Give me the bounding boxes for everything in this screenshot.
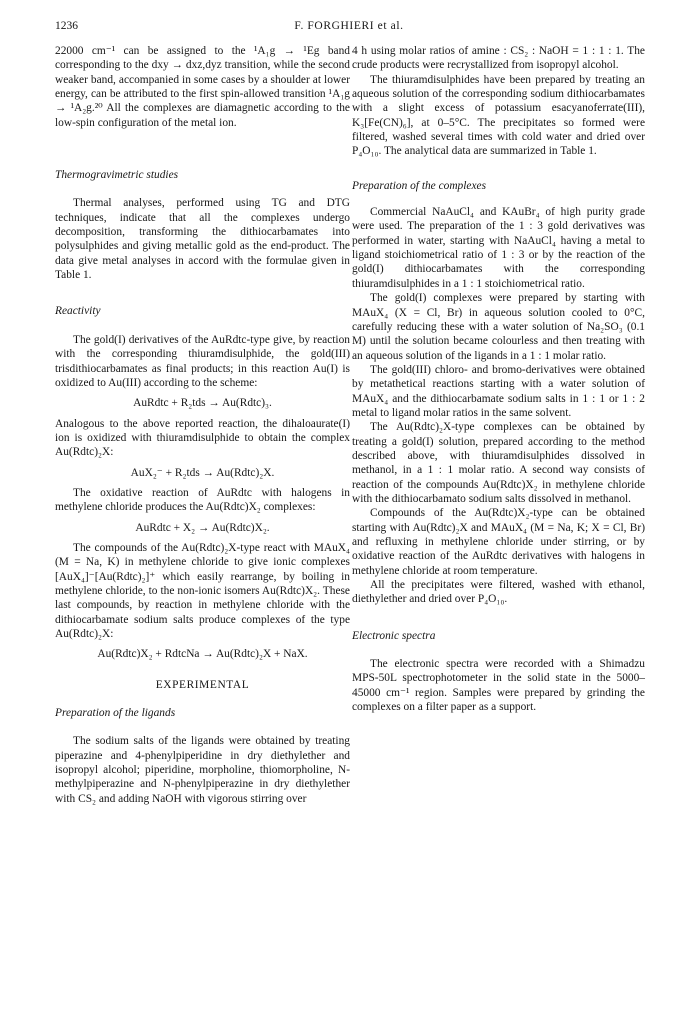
section-heading-reactivity: Reactivity [55,305,101,318]
subheading-preparation-complexes: Preparation of the complexes [352,179,487,192]
subheading-preparation-ligands: Preparation of the ligands [55,707,176,720]
section-heading-experimental: EXPERIMENTAL [155,678,250,691]
reactivity-paragraph-2: Analogous to the above reported reaction, the dihaloaurate(I) ion is oxidized with thiuramdisulphide to obtain the complex Au(Rdtc)₂X: [55,417,350,459]
reactivity-paragraph-3: The oxidative reaction of AuRdtc with halogens in methylene chloride produces the Au(Rdtc)X₂ complexes: [55,486,350,514]
complexes-paragraph-3: The gold(III) chloro- and bromo-derivatives were obtained by metathetical reactions starting with a water solution of MAuX₄ and the dithiocarbamate sodium salts in 1 : 1 or 1 : 2 metal to ligand molar ratios in the same solvent. [352,363,645,419]
thiuram-paragraph: The thiuramdisulphides have been prepared by treating an aqueous solution of the corresponding sodium dithiocarbamates with a slight excess of potassium esacyanoferrate(III), K₃[Fe(CN)₆], at 0–5°C. The precipitates so formed were filtered, washed several times with cold water and dried over P₄O₁₀. The analytical data are summarized in Table 1. [352,73,645,158]
right-column [352,44,645,714]
running-head: F. FORGHIERI et al. [294,20,404,32]
page-header [55,20,643,40]
equation-4: Au(Rdtc)X₂ + RdtcNa → Au(Rdtc)₂X + NaX. [97,648,308,661]
equation-3: AuRdtc + X₂ → Au(Rdtc)X₂. [135,521,270,534]
complexes-paragraph-2: The gold(I) complexes were prepared by starting with MAuX₄ (X = Cl, Br) in aqueous solution cooled to 0°C, carefully reducing these with a water solution of Na₂SO₃ (0.1 M) until the solution became colourless and then treating with an aqueous solution of the ligands in a 1 : 1 molar ratio. [352,292,645,362]
continued-paragraph: 4 h using molar ratios of amine : CS₂ : NaOH = 1 : 1 : 1. The crude products were recrystallized from isopropyl alcohol. [352,45,645,72]
complexes-paragraph-4: The Au(Rdtc)₂X-type complexes can be obtained by treating a gold(I) solution, prepared according to the method described above, with thiuramdisulphides dissolved in methanol, in a 1 : 1 molar ratio. A second way consists of reaction of the compounds Au(Rdtc)X₂ in methylene chloride with the dithiocarbamato sodium salts dissolved in methanol. [352,421,645,505]
equation-1: AuRdtc + R₂tds → Au(Rdtc)₃. [133,397,272,410]
reactivity-paragraph-4: The compounds of the Au(Rdtc)₂X-type react with MAuX₄ (M = Na, K) in methylene chloride to give ionic complexes [AuX₄]⁻[Au(Rdtc)₂]⁺ which easily rearrange, by boiling in methylene chloride, to the non-ionic isomers Au(Rdtc)X₂. These last compounds, by reaction in methylene chloride with the dithiocarbamate sodium salts produce complexes of the type Au(Rdtc)₂X: [55,541,350,640]
thermo-paragraph: Thermal analyses, performed using TG and DTG techniques, indicate that all the complexes undergo decomposition, transforming the dithiocarbamates into polysulphides and giving metallic gold as the end-product. The data give metal analyses in accord with the formulae given in Table 1. [55,197,350,282]
complexes-paragraph-6: All the precipitates were filtered, washed with ethanol, diethylether and dried over P₄O₁₀. [352,579,645,606]
equation-2: AuX₂⁻ + R₂tds → Au(Rdtc)₂X. [130,466,275,479]
section-heading-thermogravimetric: Thermogravimetric studies [55,169,179,182]
preparation-ligands-paragraph: The sodium salts of the ligands were obtained by treating piperazine and 4-phenylpiperidine in dry diethylether and isopropyl alcohol; piperidine, morpholine, thiomorpholine, N-methylpiperazine and N-phenylpiperazine in dry diethylether with CS₂ and adding NaOH with vigorous stirring over [55,735,350,805]
spectra-paragraph: The electronic spectra were recorded with a Shimadzu MPS-50L spectrophotometer in the solid state in the 5000–45000 cm⁻¹ region. Samples were prepared by grinding the complexes on a filter paper as a support. [352,658,645,714]
complexes-paragraph-1: Commercial NaAuCl₄ and KAuBr₄ of high purity grade were used. The preparation of the 1 : 3 gold derivatives was performed in water, starting with NaAuCl₄ having a metal to ligand stoichiometrical ratio of 1 : 3 or by the reaction of the gold(I) dithiocarbamates with the corresponding thiuramdisulphides in a 1 : 1 stoichiometrical ratio. [352,206,645,290]
page-number: 1236 [55,20,78,32]
intro-paragraph: 22000 cm⁻¹ can be assigned to the ¹A₁g → ¹Eg band corresponding to the dxy → dxz,dyz transition, while the second weaker band, accompanied in some cases by a shoulder at lower energy, can be attributed to the first spin-allowed transition ¹A₁g → ¹A₂g.²⁰ All the complexes are diamagnetic according to the low-spin configuration of the metal ion. [55,45,350,129]
reactivity-paragraph-1: The gold(I) derivatives of the AuRdtc-type give, by reaction with the corresponding thiuramdisulphide, the gold(III) trisdithiocarbamates as final products; in this reaction Au(I) is oxidized to Au(III) according to the scheme: [55,333,350,389]
subheading-electronic-spectra: Electronic spectra [352,629,436,642]
left-column [55,44,350,806]
complexes-paragraph-5: Compounds of the Au(Rdtc)X₂-type can be obtained starting with Au(Rdtc)₂X and MAuX₄ (M = Na, K; X = Cl, Br) and refluxing in methylene chloride under stirring, or by oxidative reaction of the AuRdtc derivatives with halogens in methylene chloride at room temperature. [352,507,645,577]
